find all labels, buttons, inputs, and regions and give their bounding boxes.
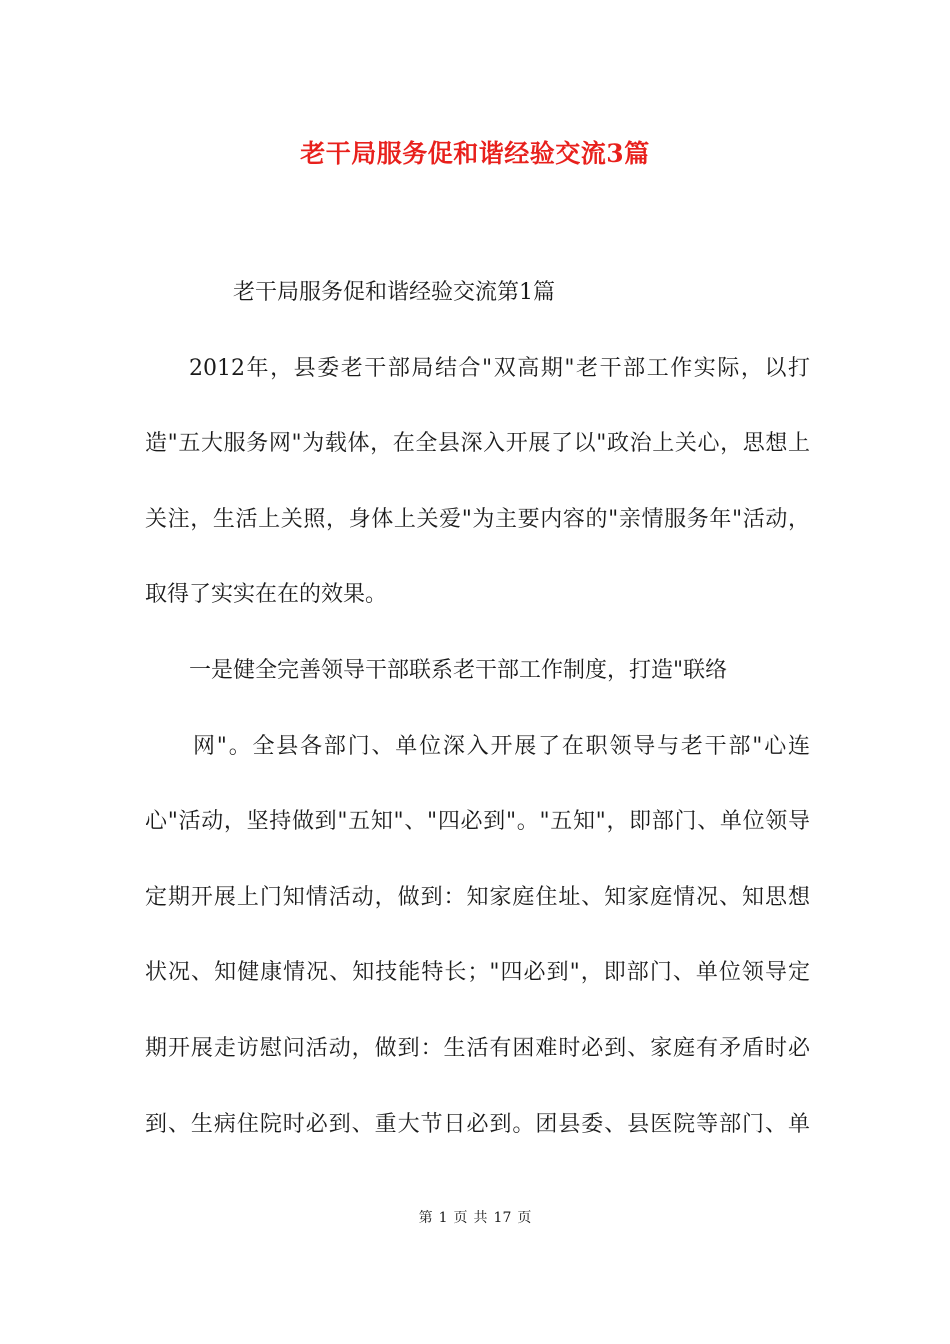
page-label-mid2: 共 [473,1210,488,1226]
page-label-mid1: 页 [453,1210,468,1226]
paragraph-line: 关注，生活上关照，身体上关爱"为主要内容的"亲情服务年"活动， [145,506,810,532]
section-heading: 老干局服务促和谐经验交流第1篇 [233,280,555,305]
document-body [145,268,810,1175]
paragraph-line: 心"活动，坚持做到"五知"、"四必到"。"五知"，即部门、单位领导 [145,809,810,835]
total-pages-number: 17 [493,1210,512,1226]
paragraph-line: 2012年，县委老干部局结合"双高期"老干部工作实际，以打 [189,355,810,381]
paragraph-line: 造"五大服务网"为载体，在全县深入开展了以"政治上关心，思想上 [145,431,810,457]
paragraph-line: 到、生病住院时必到、重大节日必到。团县委、县医院等部门、单 [145,1111,810,1137]
paragraph-line: 一是健全完善领导干部联系老干部工作制度，打造"联络 [189,657,728,683]
page-label-suffix: 页 [517,1210,532,1226]
paragraph-line: 状况、知健康情况、知技能特长；"四必到"，即部门、单位领导定 [145,960,810,986]
page-number-footer [0,1206,950,1230]
paragraph-line: 期开展走访慰问活动，做到：生活有困难时必到、家庭有矛盾时必 [145,1035,810,1061]
current-page-number: 1 [438,1210,448,1226]
page-label-prefix: 第 [418,1210,433,1226]
paragraph-line: 定期开展上门知情活动，做到：知家庭住址、知家庭情况、知思想 [145,884,810,910]
paragraph-line: 网"。全县各部门、单位深入开展了在职领导与老干部"心连 [193,733,810,759]
paragraph-line: 取得了实实在在的效果。 [145,582,388,608]
document-title: 老干局服务促和谐经验交流3篇 [300,139,650,168]
